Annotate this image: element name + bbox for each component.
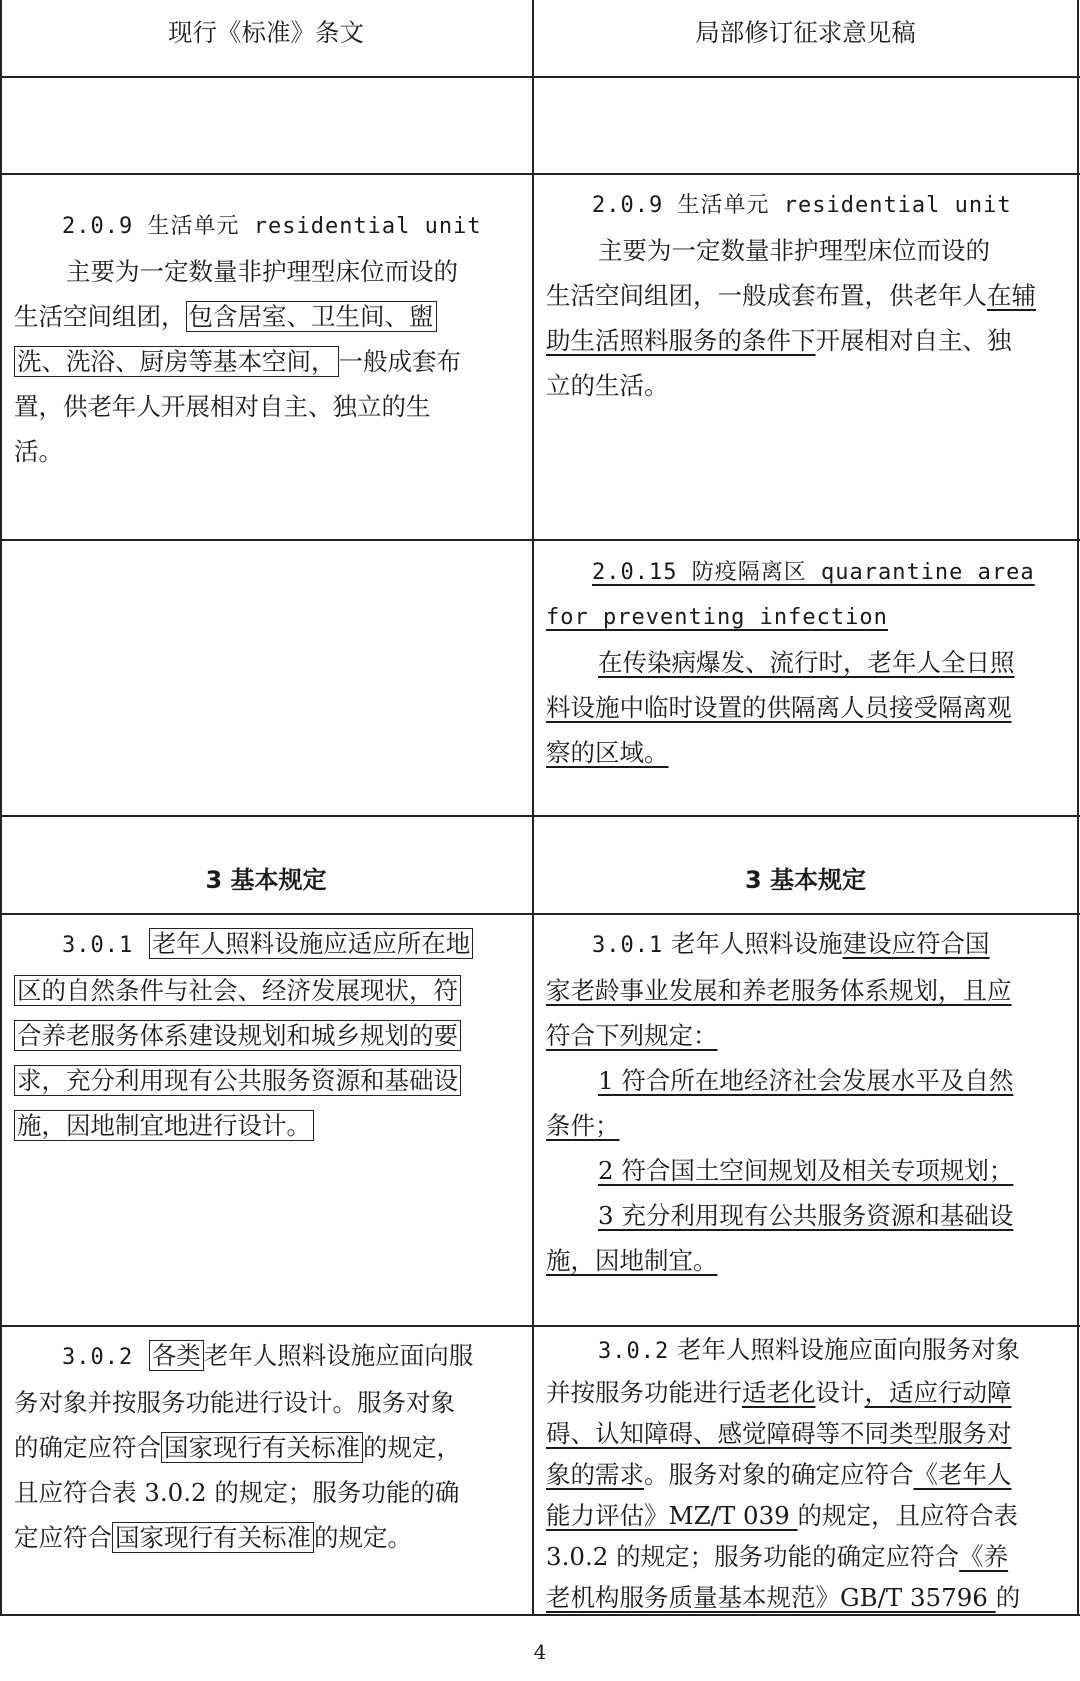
inserted-text: 助生活照料服务的条件下 — [546, 326, 816, 355]
inserted-text: 家老龄事业发展和养老服务体系规划，且应 — [546, 976, 1012, 1005]
section-heading: 3 基本规定 — [205, 866, 327, 894]
list-item: 3 充分利用现有公共服务资源和基础设 — [598, 1201, 1014, 1230]
column-header-current: 现行《标准》条文 — [168, 18, 364, 47]
clause-text: 的规定。 — [314, 1523, 412, 1552]
table-column-divider — [532, 0, 534, 1616]
page-number: 4 — [533, 1640, 547, 1664]
deleted-text-box: 洗、洗浴、厨房等基本空间， — [14, 346, 339, 377]
table-left-border — [0, 0, 2, 1616]
inserted-text: 料设施中临时设置的供隔离人员接受隔离观 — [546, 693, 1012, 722]
inserted-text: 察的区域。 — [546, 738, 669, 767]
clause-text: 并按服务功能进行 — [546, 1378, 742, 1407]
clause-text: 主要为一定数量非护理型床位而设的 — [598, 236, 990, 265]
clause-text: 置，供老年人开展相对自主、独立的生 — [14, 392, 431, 421]
table-right-border — [1077, 0, 1079, 1616]
row-divider — [0, 815, 1080, 817]
inserted-text: 能力评估》MZ/T 039 — [546, 1501, 798, 1530]
inserted-text: 在辅 — [987, 281, 1036, 310]
section-heading: 3 基本规定 — [744, 866, 867, 894]
inserted-text: 条件； — [546, 1111, 620, 1140]
clause-text: 活。 — [14, 437, 63, 466]
clause-2-0-9-revision — [546, 181, 1074, 408]
clause-number: 2.0.9 — [62, 214, 134, 239]
inserted-text: 建设应符合国 — [842, 929, 990, 958]
clause-3-0-2-revision — [546, 1329, 1074, 1618]
clause-text: 老年人照料设施应面向服务对象 — [669, 1335, 1021, 1364]
list-item: 1 符合所在地经济社会发展水平及自然 — [598, 1066, 1014, 1095]
clause-3-0-2-current — [14, 1333, 529, 1560]
deleted-text-box: 老年人照料设施应适应所在地 — [149, 928, 474, 959]
inserted-text: 符合下列规定： — [546, 1021, 718, 1050]
column-header-revision: 局部修订征求意见稿 — [695, 18, 916, 47]
clause-2-0-9-current — [14, 202, 529, 474]
clause-title: 防疫隔离区 quarantine area — [677, 560, 1035, 585]
clause-number: 2.0.15 — [592, 560, 678, 585]
clause-number: 3.0.1 — [62, 933, 134, 958]
deleted-text-box: 施，因地制宜地进行设计。 — [14, 1110, 314, 1141]
row-divider — [0, 539, 1080, 541]
clause-text: 的规定，且应符合表 — [797, 1501, 1019, 1530]
clause-text: 生活空间组团， — [14, 302, 186, 331]
clause-text: 老年人照料设施 — [663, 929, 843, 958]
clause-number: 3.0.1 — [592, 933, 664, 958]
clause-number: 2.0.9 — [592, 193, 664, 218]
inserted-text: 在传染病爆发、流行时，老年人全日照 — [598, 648, 1015, 677]
clause-number: 3.0.2 — [598, 1339, 670, 1364]
clause-number: 3.0.2 — [62, 1345, 134, 1370]
clause-text: 的确定应符合 — [14, 1433, 161, 1462]
clause-text: 老年人照料设施应面向服 — [203, 1341, 474, 1370]
clause-title: 生活单元 residential unit — [133, 214, 482, 239]
row-divider — [0, 1325, 1080, 1327]
clause-text: 主要为一定数量非护理型床位而设的 — [66, 257, 458, 286]
inserted-text: 适老化 — [742, 1378, 816, 1407]
clause-text: 生活空间组团，一般成套布置，供老年人 — [546, 281, 987, 310]
inserted-text: 《老年人 — [913, 1460, 1012, 1489]
clause-text: 一般成套布 — [338, 347, 461, 376]
clause-3-0-1-current — [14, 921, 529, 1148]
list-item: 2 符合国土空间规划及相关专项规划； — [598, 1156, 1014, 1185]
deleted-text-box: 国家现行有关标准 — [161, 1432, 363, 1463]
inserted-text: 施，因地制宜。 — [546, 1246, 718, 1275]
clause-text: 的规定， — [363, 1433, 461, 1462]
inserted-text: ，适应行动障 — [864, 1378, 1012, 1407]
clause-text: 3.0.2 的规定；服务功能的确定应符合 — [546, 1542, 960, 1571]
clause-text: 设计 — [815, 1378, 865, 1407]
deleted-text-box: 各类 — [149, 1340, 204, 1371]
deleted-text-box: 国家现行有关标准 — [112, 1522, 314, 1553]
inserted-text: 象的需求 — [546, 1460, 644, 1489]
clause-text: 且应符合表 3.0.2 的规定；服务功能的确 — [14, 1478, 460, 1507]
clause-title: 生活单元 residential unit — [663, 193, 1012, 218]
row-divider — [0, 173, 1080, 175]
deleted-text-box: 区的自然条件与社会、经济发展现状，符 — [14, 975, 461, 1006]
clause-text: 。服务对象的确定应符合 — [644, 1460, 914, 1489]
clause-text: 务对象并按服务功能进行设计。服务对象 — [14, 1388, 455, 1417]
deleted-text-box: 求，充分利用现有公共服务资源和基础设 — [14, 1065, 461, 1096]
deleted-text-box: 合养老服务体系建设规划和城乡规划的要 — [14, 1020, 461, 1051]
inserted-text: 老机构服务质量基本规范》GB/T 35796 — [546, 1583, 996, 1612]
row-divider — [0, 913, 1080, 915]
inserted-text: 《养 — [959, 1542, 1009, 1571]
clause-text: 的 — [995, 1583, 1021, 1612]
clause-3-0-1-revision — [546, 921, 1074, 1283]
clause-2-0-15-revision — [546, 548, 1074, 775]
inserted-text: 碍、认知障碍、感觉障碍等不同类型服务对 — [546, 1419, 1012, 1448]
deleted-text-box: 包含居室、卫生间、盥 — [186, 301, 437, 332]
clause-text: 立的生活。 — [546, 371, 669, 400]
row-divider — [0, 76, 1080, 78]
clause-text: 定应符合 — [14, 1523, 112, 1552]
clause-title: for preventing infection — [546, 605, 888, 630]
clause-text: 开展相对自主、独 — [815, 326, 1012, 355]
